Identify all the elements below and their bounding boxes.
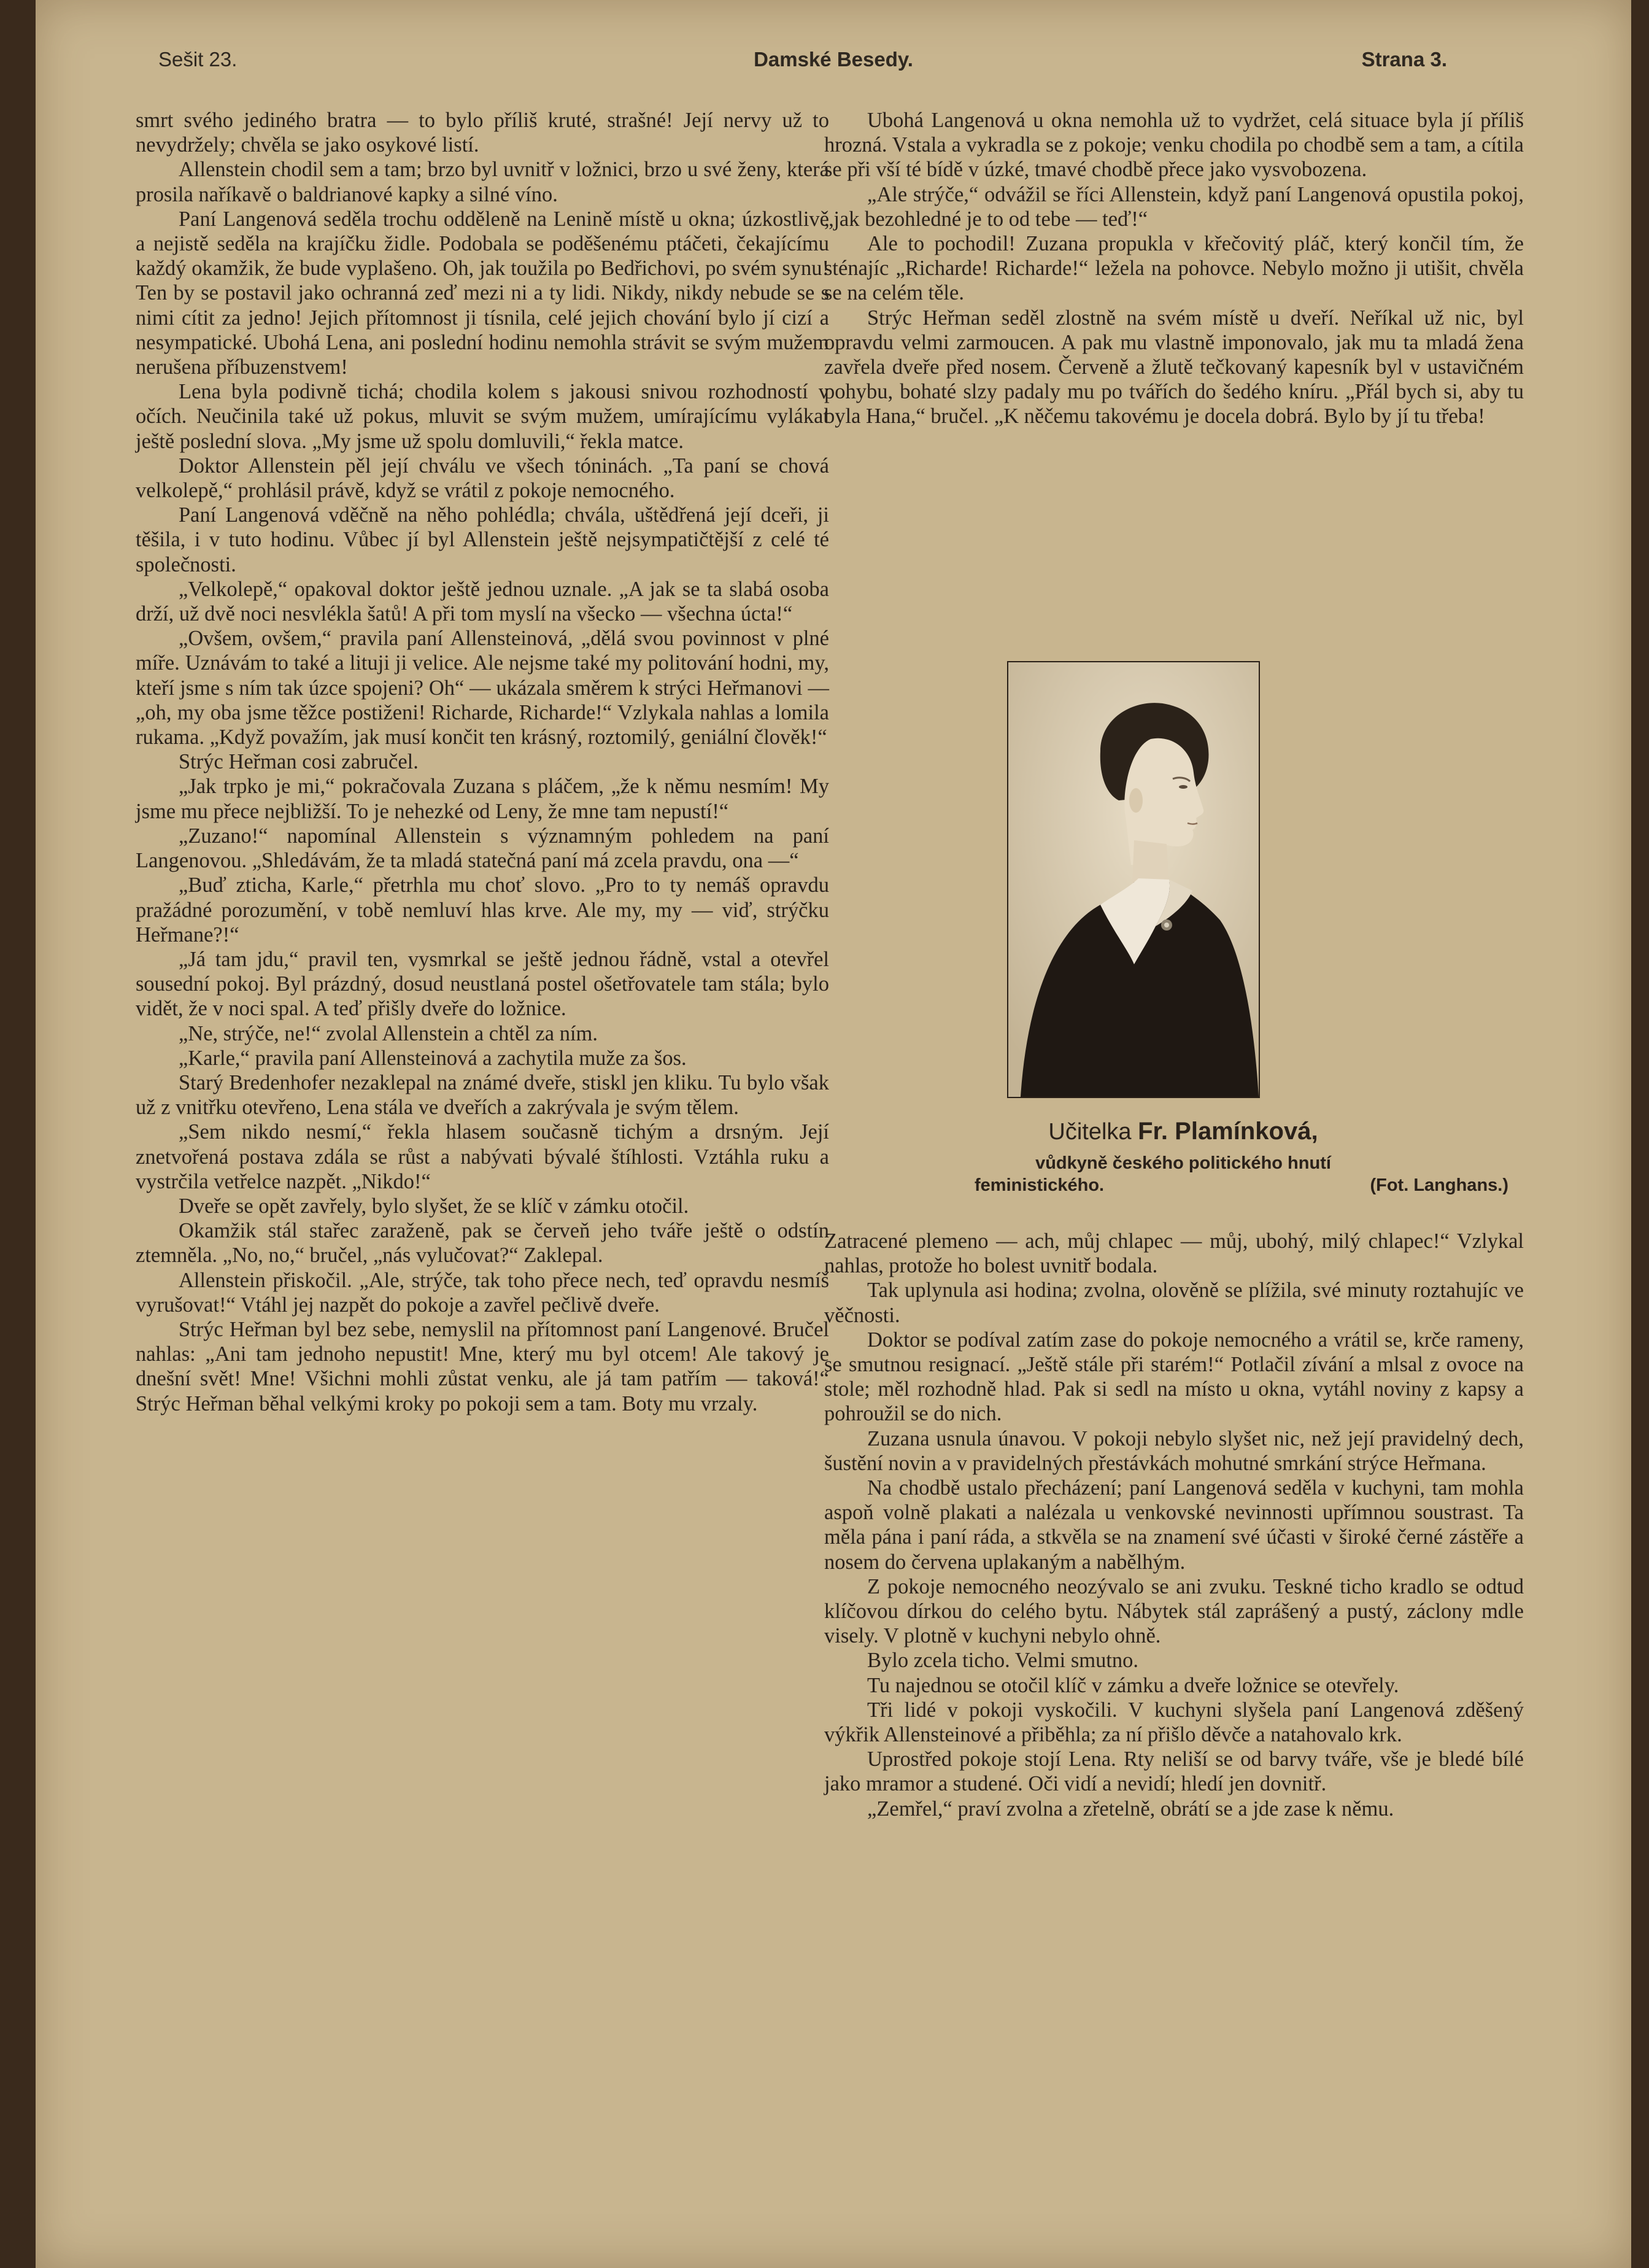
paragraph: Ubohá Langenová u okna nemohla už to vydržet, celá situace byla jí příliš hrozná. Vstala a vykradla se z pokoje; venku chodila po chodbě sem a tam, a cítila se při vší té bídě v úzké, tmavé chodbě přece jako vysvobozena. bbox=[824, 109, 1524, 182]
paragraph: „Zemřel,“ praví zvolna a zřetelně, obrátí se a jde zase k němu. bbox=[867, 1797, 1394, 1821]
paragraph: Paní Langenová seděla trochu odděleně na Lenině místě u okna; úzkostlivě a nejistě seděla na krajíčku židle. Podobala se poděšenému ptáčeti, čekajícímu každý okamžik, že bude vyplašeno. Oh, jak toužila po Bedřichovi, po svém synu! Ten by se postavil jako ochranná zeď mezi ni a ty lidi. Nikdy, nikdy nebude se s nimi cítit za jedno! Jejich přítomnost ji tísnila, celé jejich chování bylo jí cizí a nesympatické. Ubohá Lena, ani poslední hodinu nemohla strávit se svým mužem nerušena příbuzenstvem! bbox=[136, 207, 829, 379]
page-header bbox=[36, 48, 1631, 79]
caption-line-2: vůdkyně českého politického hnutí bbox=[1035, 1153, 1331, 1173]
caption-prefix: Učitelka bbox=[1048, 1119, 1138, 1145]
caption-name: Fr. Plamínková, bbox=[1138, 1118, 1318, 1145]
caption-line-3-row bbox=[858, 1174, 1508, 1199]
paragraph: Dveře se opět zavřely, bylo slyšet, že se klíč v zámku otočil. bbox=[179, 1194, 689, 1218]
paragraph: Z pokoje nemocného neozývalo se ani zvuku. Teskné ticho kradlo se odtud klíčovou dírkou do celého bytu. Nábytek stál zaprášený a pustý, záclony mdle visely. V plotně v kuchyni nebylo ohně. bbox=[824, 1574, 1524, 1648]
paragraph: Strýc Heřman cosi zabručel. bbox=[179, 750, 419, 774]
page-number: Strana 3. bbox=[1361, 48, 1447, 71]
paragraph: Ale to pochodil! Zuzana propukla v křečovitý pláč, který končil tím, že sténajíc „Richarde! Richarde!“ ležela na pohovce. Nebylo možno ji utišit, chvěla se na celém těle. bbox=[824, 232, 1524, 305]
paragraph: smrt svého jediného bratra — to bylo příliš kruté, strašné! Její nervy už to nevydržely; chvěla se jako osykové listí. bbox=[136, 109, 829, 157]
paragraph: „Buď zticha, Karle,“ přetrhla mu choť slovo. „Pro to ty nemáš opravdu pražádné porozumění, v tobě nemluví hlas krve. Ale my, my — viď, strýčku Heřmane?!“ bbox=[136, 873, 829, 946]
paragraph: Lena byla podivně tichá; chodila kolem s jakousi snivou rozhodností v očích. Neučinila také už pokus, mluvit se svým mužem, umírajícímu vylákat ještě poslední slova. „My jsme už spolu domluvili,“ řekla matce. bbox=[136, 380, 829, 453]
photo-caption bbox=[858, 1116, 1508, 1199]
text-column-right-bottom bbox=[824, 1229, 1524, 1821]
paragraph: Starý Bredenhofer nezaklepal na známé dveře, stiskl jen kliku. Tu bylo však už z vnitřku otevřeno, Lena stála ve dveřích a zakrývala je svým tělem. bbox=[136, 1070, 829, 1120]
paragraph: Zatracené plemeno — ach, můj chlapec — můj, ubohý, milý chlapec!“ Vzlykal nahlas, protože ho bolest uvnitř bodala. bbox=[824, 1229, 1524, 1278]
text-column-left bbox=[136, 108, 829, 1416]
portrait-image bbox=[1008, 662, 1259, 1097]
paragraph: „Ale strýče,“ odvážil se říci Allenstein, když paní Langenová opustila pokoj, „jak bezohledné je to od tebe — teď!“ bbox=[824, 182, 1524, 231]
paragraph: „Karle,“ pravila paní Allensteinová a zachytila muže za šos. bbox=[179, 1046, 687, 1070]
text-column-right-top bbox=[824, 108, 1524, 429]
paragraph: Paní Langenová vděčně na něho pohlédla; chvála, uštědřená její dceři, ji těšila, i v tuto hodinu. Vůbec jí byl Allenstein ještě nejsympatičtější z celé té společnosti. bbox=[136, 503, 829, 576]
paragraph: Doktor se podíval zatím zase do pokoje nemocného a vrátil se, krče rameny, se smutnou resignací. „Ještě stále při starém!“ Potlačil zívání a mlsal z ovoce na stole; měl rozhodně hlad. Pak si sedl na místo u okna, vytáhl noviny z kapsy a pohroužil se do nich. bbox=[824, 1328, 1524, 1426]
issue-number: Sešit 23. bbox=[158, 48, 238, 71]
paragraph: Okamžik stál stařec zaraženě, pak se červeň jeho tváře ještě o odstín ztemněla. „No, no,“ bručel, „nás vylučovat?“ Zaklepal. bbox=[136, 1219, 829, 1268]
paragraph: Tu najednou se otočil klíč v zámku a dveře ložnice se otevřely. bbox=[867, 1673, 1399, 1697]
paragraph: „Zuzano!“ napomínal Allenstein s významným pohledem na paní Langenovou. „Shledávám, že ta mladá statečná paní má zcela pravdu, ona —“ bbox=[136, 824, 829, 873]
portrait-photo bbox=[1007, 661, 1260, 1098]
paragraph: Tak uplynula asi hodina; zvolna, olověně se plížila, své minuty roztahujíc ve věčnosti. bbox=[824, 1279, 1524, 1327]
caption-line-3: feministického. bbox=[975, 1175, 1105, 1195]
paragraph: „Ovšem, ovšem,“ pravila paní Allensteinová, „dělá svou povinnost v plné míře. Uznávám to také a lituji ji velice. Ale nejsme také my politování hodni, my, kteří jsme s ním tak úzce spojeni? Oh“ — ukázala směrem k strýci Heřmanovi — „oh, my oba jsme těžce postiženi! Richarde, Richarde!“ Vzlykala nahlas a lomila rukama. „Když považím, jak musí končit ten krásný, roztomilý, geniální člověk!“ bbox=[136, 627, 829, 749]
paragraph: „Já tam jdu,“ pravil ten, vysmrkal se ještě jednou řádně, vstal a otevřel sousední pokoj. Byl prázdný, dosud neustlaná postel ošetřovatele tam stála; bylo vidět, že v noci spal. A teď přišly dveře do ložnice. bbox=[136, 947, 829, 1021]
photo-credit: (Fot. Langhans.) bbox=[1370, 1175, 1508, 1195]
paragraph: Allenstein chodil sem a tam; brzo byl uvnitř v ložnici, brzo u své ženy, která prosila naříkavě o baldrianové kapky a silné víno. bbox=[136, 158, 829, 206]
magazine-title: Damské Besedy. bbox=[754, 48, 913, 71]
paragraph: Strýc Heřman seděl zlostně na svém místě u dveří. Neříkal už nic, byl opravdu velmi zarmoucen. A pak mu vlastně imponovalo, jak mu ta mladá žena zavřela dveře před nosem. Červeně a žlutě tečkovaný kapesník byl v ustavičném pohybu, bohaté slzy padaly mu po tvářích do šedého kníru. „Přál bych si, aby tu byla Hana,“ bručel. „K něčemu takovému je docela dobrá. Bylo by jí tu třeba! bbox=[824, 306, 1524, 428]
paragraph: Bylo zcela ticho. Velmi smutno. bbox=[867, 1649, 1139, 1673]
paragraph: Tři lidé v pokoji vyskočili. V kuchyni slyšela paní Langenová zděšený výkřik Allensteinové a přiběhla; za ní přišlo děvče a natahovalo krk. bbox=[824, 1698, 1524, 1747]
paragraph: „Jak trpko je mi,“ pokračovala Zuzana s pláčem, „že k němu nesmím! My jsme mu přece nejbližší. To je nehezké od Leny, že mne tam nepustí!“ bbox=[136, 775, 829, 823]
paragraph: Na chodbě ustalo přecházení; paní Langenová seděla v kuchyni, tam mohla aspoň volně plakati a nalézala u venkovské nevinnosti upřímnou soustrast. Ta měla pána i paní ráda, a stkvěla se na znamení své účasti v široké černé zástěře a nosem do červena uplakaným a nabělhým. bbox=[824, 1476, 1524, 1574]
newspaper-page bbox=[36, 0, 1631, 2268]
paragraph: „Velkolepě,“ opakoval doktor ještě jednou uznale. „A jak se ta slabá osoba drží, už dvě noci nesvlékla šatů! A při tom myslí na všecko — všechna úcta!“ bbox=[136, 577, 829, 626]
paragraph: „Ne, strýče, ne!“ zvolal Allenstein a chtěl za ním. bbox=[179, 1021, 598, 1045]
paragraph: „Sem nikdo nesmí,“ řekla hlasem současně tichým a drsným. Její znetvořená postava zdála se růst a nabývati bývalé štíhlosti. Vztáhla ruku a vystrčila vetřelce nazpět. „Nikdo!“ bbox=[136, 1120, 829, 1193]
paragraph: Strýc Heřman byl bez sebe, nemyslil na přítomnost paní Langenové. Bručel nahlas: „Ani tam jednoho nepustit! Mne, který mu byl otcem! Ale takový je dnešní svět! Mne! Všichni mohli zůstat venku, ale já tam patřím — taková!“ Strýc Heřman běhal velkými kroky po pokoji sem a tam. Boty mu vrzaly. bbox=[136, 1317, 829, 1415]
paragraph: Allenstein přiskočil. „Ale, strýče, tak toho přece nech, teď opravdu nesmíš vyrušovat!“ Vtáhl jej nazpět do pokoje a zavřel pečlivě dveře. bbox=[136, 1268, 829, 1317]
paragraph: Uprostřed pokoje stojí Lena. Rty neliší se od barvy tváře, vše je bledé bílé jako mramor a studené. Oči vidí a nevidí; hledí jen dovnitř. bbox=[824, 1747, 1524, 1796]
caption-title bbox=[858, 1116, 1508, 1147]
paragraph: Zuzana usnula únavou. V pokoji nebylo slyšet nic, než její pravidelný dech, šustění novin a v pravidelných přestávkách mohutné smrkání strýce Heřmana. bbox=[824, 1426, 1524, 1475]
paragraph: Doktor Allenstein pěl její chválu ve všech tóninách. „Ta paní se chová velkolepě,“ prohlásil právě, když se vrátil z pokoje nemocného. bbox=[136, 454, 829, 503]
